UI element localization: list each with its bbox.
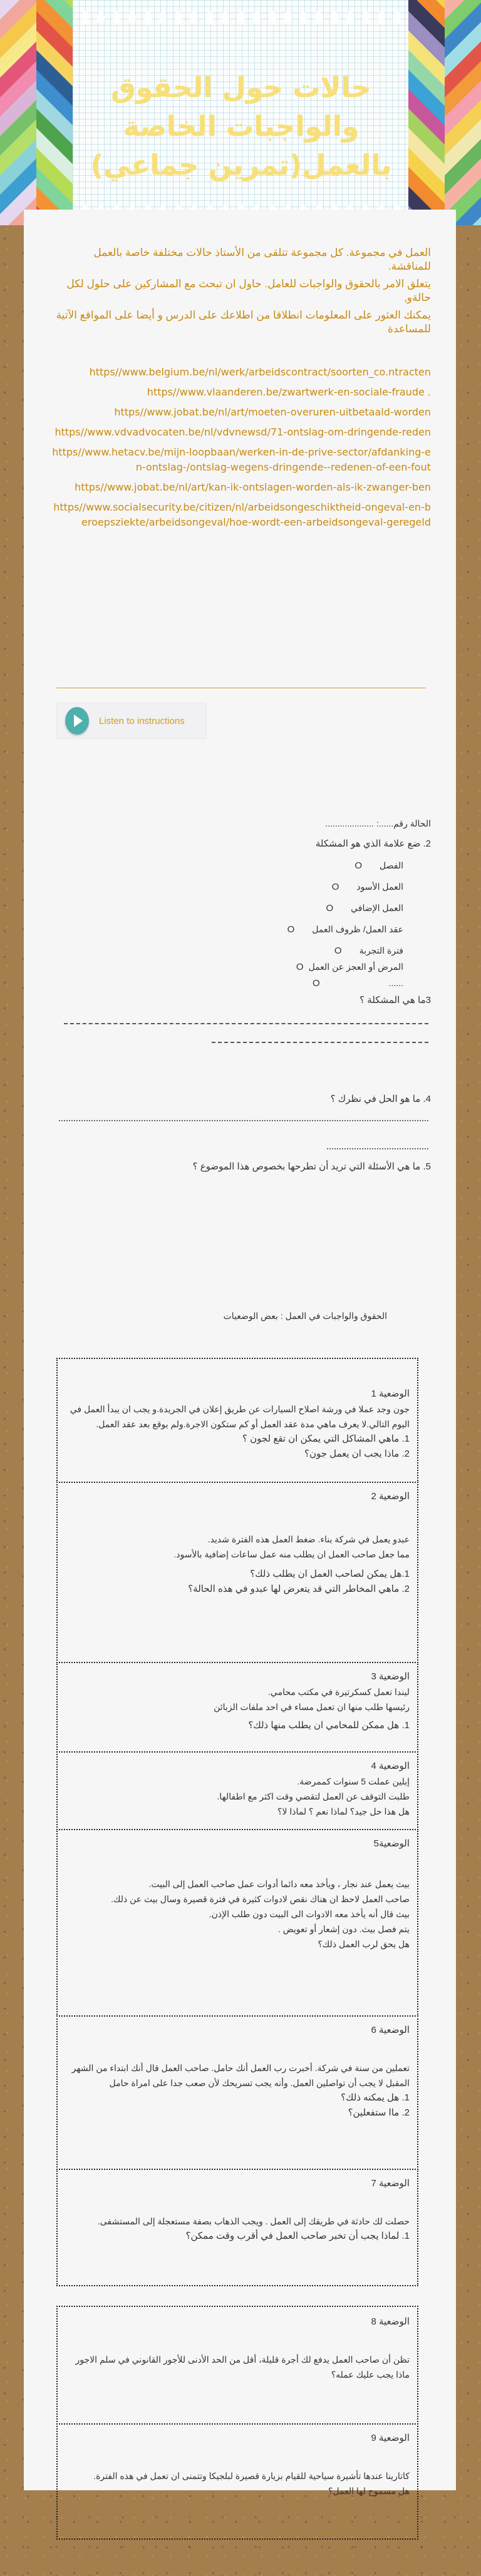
title-line: حالات حول الحقوق xyxy=(111,72,371,104)
resource-link[interactable]: https//www.socialsecurity.be/citizen/nl/arbeidsongeschiktheid-ongeval-en-beroepsziekte/arbeidsongeval/hoe-wordt-een-arbeidsongeval-geregeld xyxy=(53,501,431,528)
situation-card-2 xyxy=(56,1482,418,1663)
situation-text: بيث يعمل عند نجار ، ويأخذ معه دائما أدوات عمل صاحب العمل إلى البيت. xyxy=(148,1879,410,1889)
answer-line[interactable] xyxy=(64,1023,428,1024)
question-4: 4. ما هو الحل في نظرك ؟ xyxy=(330,1094,431,1104)
radio-circle-icon[interactable]: O xyxy=(334,945,342,956)
situations-heading: الحقوق والواجبات في العمل : بعض الوضعيات xyxy=(223,1311,387,1321)
situation-question: 2. ماهي المخاطر التي قد يتعرض لها عبدو في هذه الحالة؟ xyxy=(188,1584,410,1594)
intro-paragraph: يمكنك العثور على المعلومات انطلاقا من اطلاعك على الدرس و أيضا على المواقع الآتية للمساعدة xyxy=(56,309,431,335)
situation-title: الوضعية 3 xyxy=(371,1671,410,1682)
situation-card-4 xyxy=(56,1751,418,1830)
option-label: العمل الأسود xyxy=(356,882,403,892)
content-card xyxy=(24,210,456,2496)
situation-question: 1. هل يمكنه ذلك؟ xyxy=(341,2092,410,2103)
situation-text: جون وجد عملا في ورشة اصلاح السيارات عن طريق إعلان في الجريدة.و يجب ان يبدأ العمل في اليوم التالي.لا يعرف ماهي مدة عقد العمل أو كم ستكون الاجرة.ولم يوقع بعد عقد العمل. xyxy=(70,1404,410,1429)
option-trial-period[interactable] xyxy=(334,945,403,956)
chevron-pattern-left xyxy=(0,0,36,225)
situation-text: كاتارينا عندها تأشيرة سياحية للقيام بزيارة قصيرة لبلجيكا وتتمنى ان تعمل في هذه الفترة. xyxy=(93,2471,410,2481)
option-dismissal[interactable] xyxy=(354,860,403,871)
situation-title: الوضعية 1 xyxy=(371,1388,410,1399)
radio-circle-icon[interactable]: O xyxy=(331,882,339,892)
situation-question: 2. ماا ستفعلين؟ xyxy=(348,2107,410,2118)
intro-paragraph: العمل في مجموعة. كل مجموعة تتلقى من الأستاذ حالات مختلفة خاصة بالعمل للمناقشة. xyxy=(93,247,431,272)
situation-card-1 xyxy=(56,1358,418,1483)
resource-links xyxy=(49,365,431,535)
situation-question: هل مسموح لها العمل؟ xyxy=(328,2486,410,2496)
title-line: بالعمل(تمرين جماعي) xyxy=(90,150,392,181)
situation-text: رئيسها طلب منها ان تعمل مساء في احد ملفات الزبائن xyxy=(214,1702,410,1712)
option-illness[interactable] xyxy=(296,962,403,972)
situation-card-5 xyxy=(56,1829,418,2017)
situation-title: الوضعية 8 xyxy=(371,2316,410,2327)
situation-text: إيلين عملت 5 سنوات كممرضة. xyxy=(297,1776,410,1786)
situation-text: ليندا تعمل كسكرتيرة في مكتب محامي. xyxy=(268,1687,410,1697)
resource-link[interactable]: https//www.vlaanderen.be/zwartwerk-en-sociale-fraude . xyxy=(147,386,431,398)
situation-text: صاحب العمل لاحظ ان هناك نقص لادوات كثيرة في فترة قصيرة وسال بيث عن ذلك. xyxy=(111,1894,410,1904)
question-3: 3ما هي المشكلة ؟ xyxy=(359,995,431,1005)
case-number-field: الحالة رقم......: .................... xyxy=(325,818,431,828)
option-label: المرض أو العجز عن العمل xyxy=(308,962,403,972)
resource-link[interactable]: https//www.vdvadvocaten.be/nl/vdvnewsd/71-ontslag-om-dringende-reden xyxy=(54,426,431,438)
page-title xyxy=(81,69,401,185)
situation-question: 1. لماذا يجب أن تخبر صاحب العمل في أقرب وقت ممكن؟ xyxy=(185,2231,410,2241)
answer-line[interactable] xyxy=(327,1148,428,1149)
radio-circle-icon[interactable]: O xyxy=(326,903,334,914)
question-2: 2. ضع علامة الذي هو المشكلة xyxy=(315,838,431,849)
situation-title: الوضعية5 xyxy=(373,1838,410,1849)
situation-text: بيث قال أنه يأخذ معه الادوات الى البيت دون طلب الإذن. xyxy=(209,1909,410,1919)
situation-title: الوضعية 7 xyxy=(371,2178,410,2189)
option-label: العمل الإضافي xyxy=(351,903,403,913)
chevron-pattern-right xyxy=(445,0,481,225)
situation-text: يتم فصل بيث. دون إشعار أو تعويض . xyxy=(277,1924,410,1934)
play-icon[interactable] xyxy=(65,707,89,735)
intro-paragraph: يتعلق الامر بالحقوق والواجبات للعامل. حاول ان تبحث مع المشاركين على حلول لكل حالةو, xyxy=(66,278,431,303)
answer-line[interactable] xyxy=(212,1042,428,1043)
situation-title: الوضعية 4 xyxy=(371,1761,410,1771)
answer-line[interactable] xyxy=(59,1120,428,1121)
situation-question: 2. ماذا يجب ان يعمل جون؟ xyxy=(304,1448,410,1459)
radio-circle-icon[interactable]: O xyxy=(354,860,363,871)
situation-title: الوضعية 9 xyxy=(371,2433,410,2443)
situation-title: الوضعية 6 xyxy=(371,2025,410,2035)
situation-question: هل هذا حل جيد؟ لماذا نعم ؟ لماذا لا؟ xyxy=(277,1806,410,1816)
option-overtime[interactable] xyxy=(326,903,403,914)
option-label: عقد العمل/ ظروف العمل xyxy=(312,924,403,934)
question-5: 5. ما هي الأسئلة التي تريد أن تطرحها بخصوص هذا الموضوع ؟ xyxy=(192,1161,431,1172)
situation-text: عبدو يعمل في شركة بناء. ضغط العمل هذه الفترة شديد. xyxy=(207,1534,410,1544)
listen-instructions-button[interactable] xyxy=(56,703,207,739)
option-undeclared-work[interactable] xyxy=(332,882,403,892)
situation-card-6 xyxy=(56,2015,418,2170)
resource-link[interactable]: https//www.jobat.be/nl/art/kan-ik-ontslagen-worden-als-ik-zwanger-ben xyxy=(75,481,431,493)
resource-link[interactable]: https//www.belgium.be/nl/werk/arbeidscontract/soorten_co.ntracten xyxy=(89,366,431,378)
option-label: الفصل xyxy=(380,860,403,870)
situation-card-3 xyxy=(56,1662,418,1753)
listen-label: Listen to instructions xyxy=(99,715,185,726)
situation-card-9 xyxy=(56,2423,418,2540)
situation-text: حصلت لك حادثة في طريقك إلى العمل . ويجب الذهاب بصفة مستعجلة إلى المستشفى. xyxy=(97,2216,410,2226)
situation-question: هل يحق لرب العمل ذلك؟ xyxy=(318,1939,410,1949)
situation-text: مما جعل صاحب العمل ان يطلب منه عمل ساعات إضافية بالأسود. xyxy=(173,1549,410,1559)
title-line: والواجبات الخاصة xyxy=(123,111,359,143)
header-banner xyxy=(0,0,481,225)
situation-question: 1. هل ممكن للمحامي ان يطلب منها ذلك؟ xyxy=(248,1720,410,1731)
chevron-pattern-right-inner xyxy=(408,0,445,225)
radio-circle-icon[interactable]: O xyxy=(296,962,304,972)
situation-question: 1.هل يمكن لصاحب العمل ان يطلب ذلك؟ xyxy=(250,1569,410,1579)
option-label: فترة التجربة xyxy=(359,945,403,955)
option-label: ...... xyxy=(388,978,403,988)
situation-card-7 xyxy=(56,2169,418,2286)
chevron-pattern-left-inner xyxy=(36,0,73,225)
radio-circle-icon[interactable]: O xyxy=(312,978,320,989)
resource-link[interactable]: https//www.hetacv.be/mijn-loopbaan/werken-in-de-prive-sector/afdanking-en-ontslag-/ontslag-wegens-dringende--redenen-of-een-fout xyxy=(52,446,431,473)
situation-question: 1. ماهي المشاكل التي يمكن ان تقع لجون ؟ xyxy=(242,1433,410,1444)
resource-link[interactable]: https//www.jobat.be/nl/art/moeten-overuren-uitbetaald-worden xyxy=(114,406,431,418)
situation-text: تظن أن صاحب العمل يدفع لك أجرة قليلة، أقل من الحد الأدنى للأجور القانوني في سلم الاجور xyxy=(75,2355,410,2365)
situation-question: ماذا يجب عليك عمله؟ xyxy=(331,2370,410,2380)
situation-text: تعملين من سنة في شركة. أخبرت رب العمل أنك حامل. صاحب العمل قال أنك ابتداء من الشهر المقبل لا يجب أن تواصلين العمل. وأنه يجب تسريحك لأن صعب جدا على امراة حامل xyxy=(71,2063,410,2088)
situation-title: الوضعية 2 xyxy=(371,1491,410,1502)
option-contract-conditions[interactable] xyxy=(287,924,403,935)
situation-card-8 xyxy=(56,2306,418,2425)
intro-text xyxy=(49,246,431,340)
option-other[interactable] xyxy=(313,978,403,989)
paper-holes-top xyxy=(81,11,401,26)
radio-circle-icon[interactable]: O xyxy=(287,924,295,935)
situation-text: طلبت التوقف عن العمل لتقضي وقت اكثر مع اطفالها. xyxy=(217,1791,410,1801)
